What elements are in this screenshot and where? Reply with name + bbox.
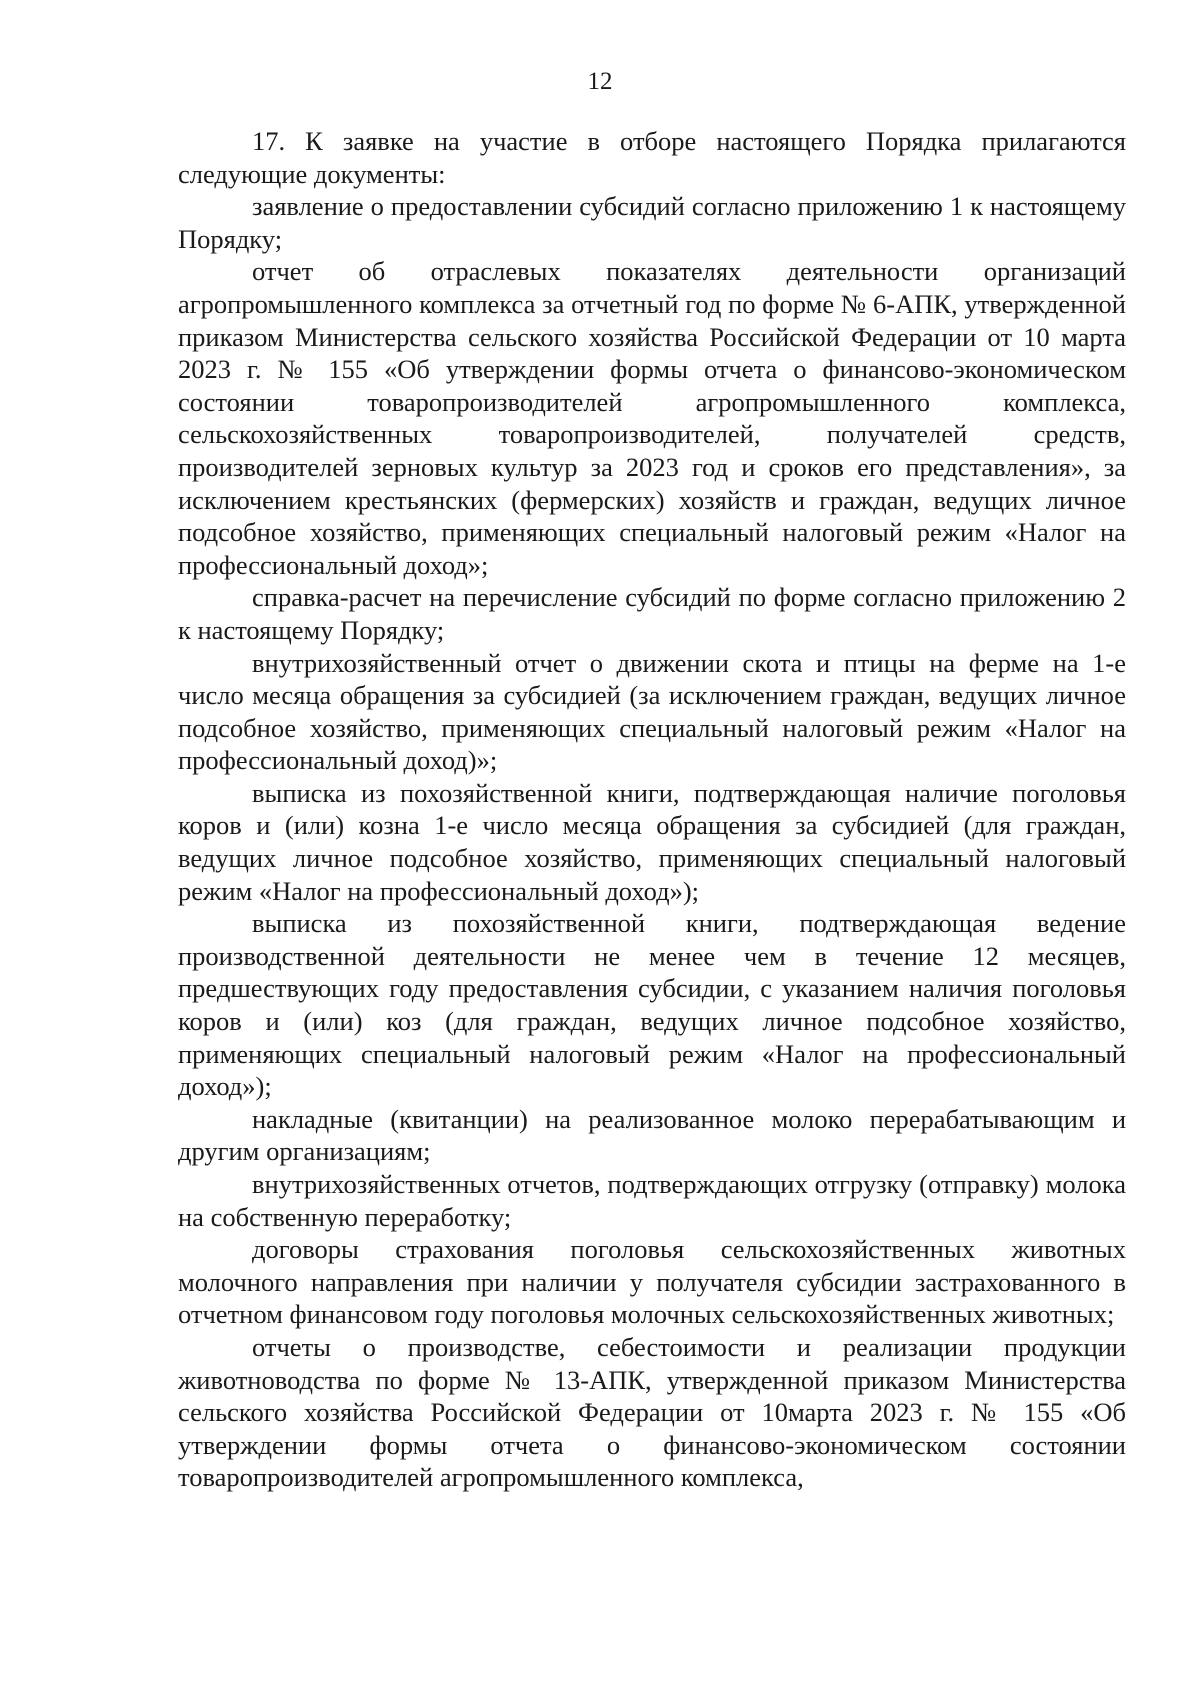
paragraph: отчет об отраслевых показателях деятельности организаций агропромышленного комплекса за отчетный год по форме № 6-АПК, утвержденной приказом Министерства сельского хозяйства Российской Федерации от 10 марта 2023 г. № 155 «Об утверждении формы отчета о финансово-экономическом состоянии товаропроизводителей агропромышленного комплекса, сельскохозяйственных товаропроизводителей, получателей средств, производителей зерновых культур за 2023 год и сроков его представления», за исключением крестьянских (фермерских) хозяйств и граждан, ведущих личное подсобное хозяйство, применяющих специальный налоговый режим «Налог на профессиональный доход»; [178,256,1126,580]
paragraph: договоры страхования поголовья сельскохозяйственных животных молочного направления при наличии у получателя субсидии застрахованного в отчетном финансовом году поголовья молочных сельскохозяйственных животных; [178,1234,1126,1330]
paragraph: 17. К заявке на участие в отборе настоящего Порядка прилагаются следующие документы: [178,126,1126,189]
paragraph: внутрихозяйственных отчетов, подтверждающих отгрузку (отправку) молока на собственную переработку; [178,1169,1126,1232]
paragraph: справка-расчет на перечисление субсидий по форме согласно приложению 2 к настоящему Порядку; [178,582,1126,645]
paragraph: отчеты о производстве, себестоимости и реализации продукции животноводства по форме № 13-АПК, утвержденной приказом Министерства сельского хозяйства Российской Федерации от 10марта 2023 г. № 155 «Об утверждении формы отчета о финансово-экономическом состоянии товаропроизводителей агропромышленного комплекса, [178,1331,1126,1493]
paragraph: заявление о предоставлении субсидий согласно приложению 1 к настоящему Порядку; [178,191,1126,254]
page-number: 12 [587,68,613,95]
paragraph: накладные (квитанции) на реализованное молоко перерабатывающим и другим организациям; [178,1103,1126,1167]
paragraph: выписка из похозяйственной книги, подтверждающая наличие поголовья коров и (или) козна 1-е число месяца обращения за субсидией (для граждан, ведущих личное подсобное хозяйство, применяющих специальный налоговый режим «Налог на профессиональный доход»); [178,777,1126,906]
paragraph: выписка из похозяйственной книги, подтверждающая ведение производственной деятельности не менее чем в течение 12 месяцев, предшествующих году предоставления субсидии, с указанием наличия поголовья коров и (или) коз (для граждан, ведущих личное подсобное хозяйство, применяющих специальный налоговый режим «Налог на профессиональный доход»); [178,908,1126,1102]
paragraph: внутрихозяйственный отчет о движении скота и птицы на ферме на 1-е число месяца обращения за субсидией (за исключением граждан, ведущих личное подсобное хозяйство, применяющих специальный налоговый режим «Налог на профессиональный доход)»; [178,647,1126,776]
document-body [178,125,1126,1494]
